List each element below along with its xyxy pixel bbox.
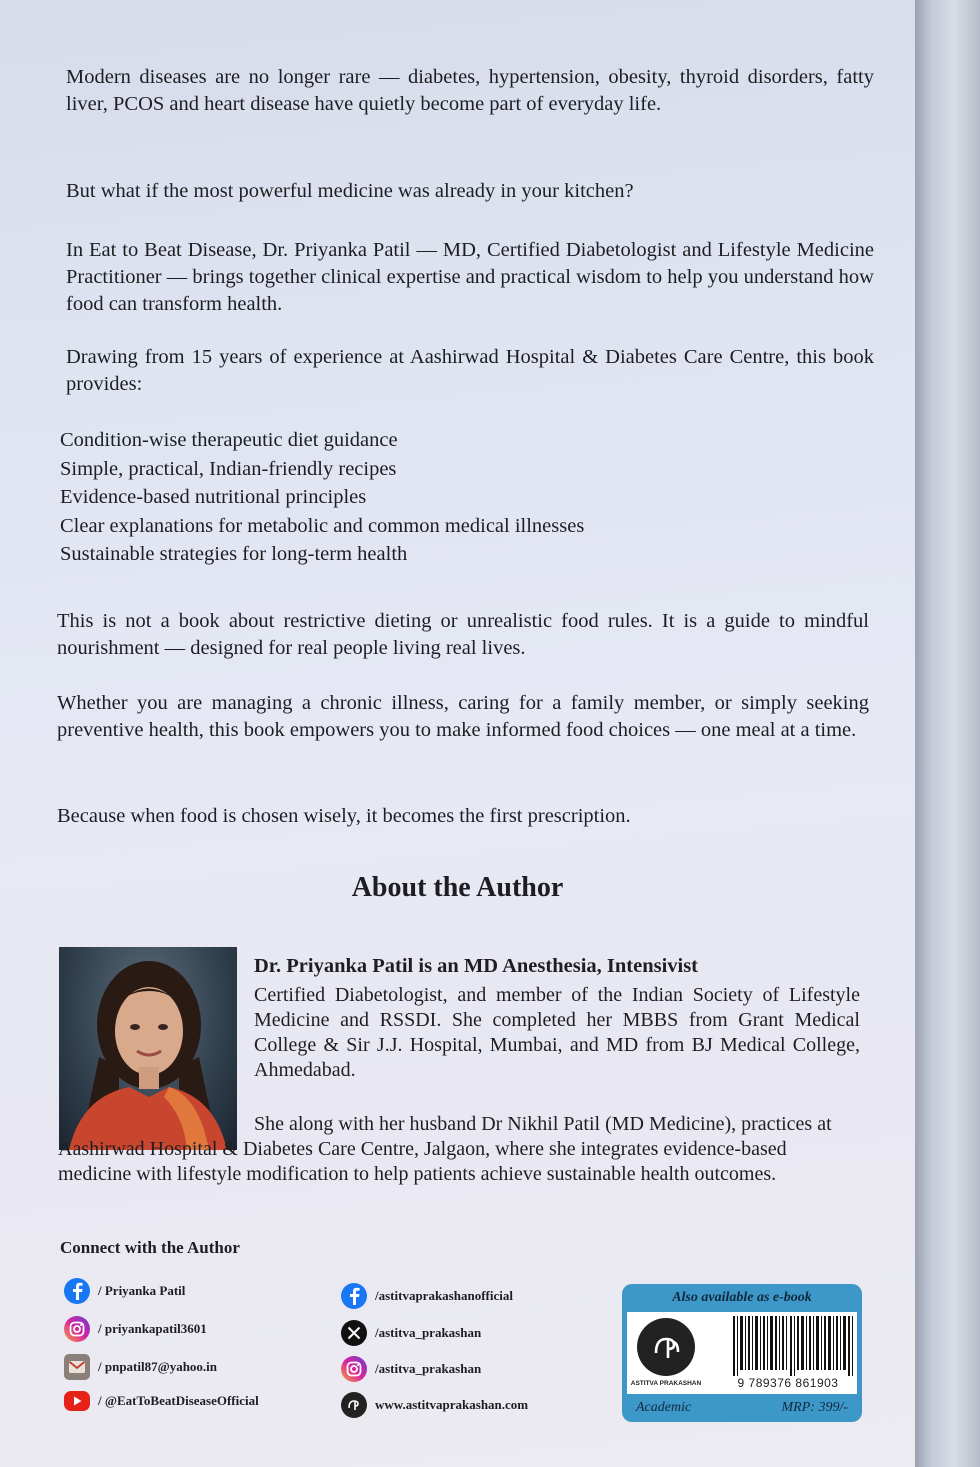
blurb-not-diet: This is not a book about restrictive dieting or unrealistic food rules. It is a guide to mindful nourishment — designed for real people living real lives. [57, 610, 869, 659]
author-facebook-text: / Priyanka Patil [98, 1283, 186, 1298]
connect-title: Connect with the Author [60, 1238, 240, 1257]
publisher-instagram-link[interactable] [341, 1356, 481, 1382]
author-lead: Dr. Priyanka Patil is an MD Anesthesia, Intensivist [254, 955, 699, 977]
publisher-x-link[interactable] [341, 1320, 481, 1346]
x-icon [341, 1320, 367, 1346]
blurb-question: But what if the most powerful medicine was already in your kitchen? [66, 180, 634, 202]
mail-icon [64, 1354, 90, 1380]
blurb-intro: Modern diseases are no longer rare — diabetes, hypertension, obesity, thyroid disorders, fatty liver, PCOS and heart disease have quietly become part of everyday life. [66, 66, 874, 115]
author-practice: She along with her husband Dr Nikhil Patil (MD Medicine), practices at Aashirwad Hospital & Diabetes Care Centre, Jalgaon, where she integrates evidence-based medicine with lifestyle modification to help patients achieve sustainable health outcomes. [58, 1113, 832, 1185]
mrp-label: MRP: 399/- [781, 1400, 848, 1415]
facebook-icon [341, 1283, 367, 1309]
isbn-number: 9 789376 861903 [737, 1376, 839, 1390]
author-email-link[interactable] [64, 1354, 217, 1380]
publisher-logo-icon [637, 1318, 695, 1376]
publisher-website-link[interactable] [341, 1392, 528, 1418]
list-item: Clear explanations for metabolic and common medical illnesses [60, 514, 585, 537]
book-edge [915, 0, 980, 1467]
youtube-icon [64, 1391, 90, 1411]
publisher-x-text: /astitva_prakashan [375, 1325, 482, 1340]
blurb-author-summary: In Eat to Beat Disease, Dr. Priyanka Patil — MD, Certified Diabetologist and Lifestyle Medicine Practitioner — brings together clinical expertise and practical wisdom to help you understand how food can transform health. [66, 239, 874, 315]
list-item: Sustainable strategies for long-term health [60, 543, 408, 565]
blurb-empower: Whether you are managing a chronic illness, caring for a family member, or simply seeking preventive health, this book empowers you to make informed food choices — one meal at a time. [57, 692, 869, 741]
features-list [60, 426, 760, 569]
ebook-bottom-bar [622, 1394, 862, 1422]
author-youtube-text: / @EatToBeatDiseaseOfficial [98, 1393, 259, 1408]
ebook-barcode-box [622, 1284, 862, 1422]
list-item: Simple, practical, Indian-friendly recipes [60, 457, 397, 480]
author-email-text: / pnpatil87@yahoo.in [98, 1359, 218, 1374]
publisher-instagram-text: /astitva_prakashan [375, 1361, 482, 1376]
publisher-facebook-text: /astitvaprakashanofficial [375, 1288, 513, 1303]
list-item: Evidence-based nutritional principles [60, 486, 367, 508]
about-author-heading: About the Author [351, 872, 564, 903]
author-bio: Certified Diabetologist, and member of the Indian Society of Lifestyle Medicine and RSSDI. She completed her MBBS from Grant Medical College & Sir J.J. Hospital, Mumbai, and MD from BJ Medical College, Ahmedabad. [254, 984, 860, 1081]
publisher-facebook-link[interactable] [341, 1283, 513, 1309]
author-youtube-link[interactable] [64, 1391, 259, 1411]
publisher-name: ASTITVA PRAKASHAN [630, 1380, 702, 1387]
list-item: Condition-wise therapeutic diet guidance [60, 429, 398, 451]
instagram-icon [64, 1316, 90, 1342]
publisher-logo-icon [341, 1392, 367, 1418]
blurb-closing: Because when food is chosen wisely, it becomes the first prescription. [57, 805, 631, 827]
author-instagram-text: / priyankapatil3601 [98, 1321, 207, 1336]
facebook-icon [64, 1278, 90, 1304]
ebook-available-label: Also available as e-book [672, 1290, 812, 1305]
category-label: Academic [636, 1400, 692, 1415]
author-instagram-link[interactable] [64, 1316, 207, 1342]
blurb-experience: Drawing from 15 years of experience at Aashirwad Hospital & Diabetes Care Centre, this book provides: [66, 346, 874, 395]
barcode-panel [627, 1312, 857, 1394]
instagram-icon [341, 1356, 367, 1382]
barcode [733, 1316, 855, 1376]
author-facebook-link[interactable] [64, 1278, 185, 1304]
publisher-website-text: www.astitvaprakashan.com [375, 1397, 529, 1412]
